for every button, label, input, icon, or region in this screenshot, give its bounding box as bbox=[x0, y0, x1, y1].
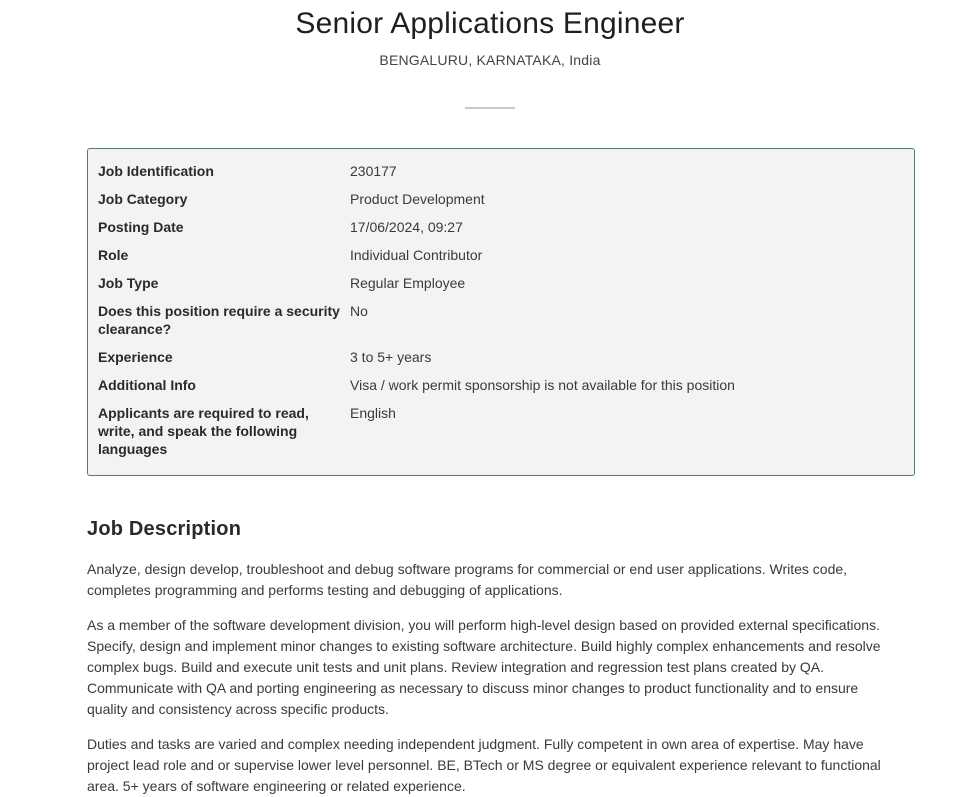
detail-label: Experience bbox=[98, 349, 173, 365]
detail-row-role bbox=[98, 246, 898, 274]
job-header bbox=[0, 0, 980, 109]
detail-row-security-clearance bbox=[98, 302, 898, 348]
detail-label: Job Type bbox=[98, 275, 159, 291]
detail-value: Visa / work permit sponsorship is not available for this position bbox=[350, 377, 735, 393]
detail-label: Applicants are required to read, write, and speak the following languages bbox=[98, 405, 309, 457]
detail-label: Job Identification bbox=[98, 163, 214, 179]
detail-row-posting-date bbox=[98, 218, 898, 246]
job-details-panel bbox=[87, 148, 915, 476]
detail-row-job-type bbox=[98, 274, 898, 302]
description-paragraph: Analyze, design develop, troubleshoot and debug software programs for commercial or end user applications. Writes code, completes programming and performs testing and debugging of applications. bbox=[87, 561, 848, 598]
job-details-table bbox=[98, 162, 898, 468]
header-divider bbox=[465, 107, 515, 109]
detail-value: English bbox=[350, 405, 396, 421]
description-paragraph: As a member of the software development division, you will perform high-level design based on provided external specifications. Specify, design and implement minor changes to existing software architecture. Build highly complex enhancements and resolve complex bugs. Build and execute unit tests and unit plans. Review integration and regression test plans created by QA. Communicate with QA and porting engineering as necessary to discuss minor changes to product functionality and to ensure quality and consistency across specific products. bbox=[87, 617, 881, 717]
detail-value: Individual Contributor bbox=[350, 247, 483, 263]
detail-row-job-identification bbox=[98, 162, 898, 190]
detail-label: Does this position require a security clearance? bbox=[98, 303, 340, 337]
detail-value: 17/06/2024, 09:27 bbox=[350, 219, 463, 235]
detail-value: No bbox=[350, 303, 368, 319]
detail-value: Regular Employee bbox=[350, 275, 466, 291]
job-description-section bbox=[87, 516, 902, 797]
detail-label: Job Category bbox=[98, 191, 188, 207]
job-location: BENGALURU, KARNATAKA, India bbox=[379, 52, 601, 68]
job-title: Senior Applications Engineer bbox=[295, 7, 685, 40]
job-description-title: Job Description bbox=[87, 518, 242, 540]
detail-value: Product Development bbox=[350, 191, 485, 207]
detail-value: 3 to 5+ years bbox=[350, 349, 432, 365]
detail-row-languages bbox=[98, 404, 898, 468]
detail-value: 230177 bbox=[350, 163, 397, 179]
description-paragraph: Duties and tasks are varied and complex needing independent judgment. Fully competent in own area of expertise. May have project lead role and or supervise lower level personnel. BE, BTech or MS degree or equivalent experience relevant to functional area. 5+ years of software engineering or related experience. bbox=[87, 736, 881, 794]
detail-label: Role bbox=[98, 247, 129, 263]
detail-row-additional-info bbox=[98, 376, 898, 404]
detail-row-job-category bbox=[98, 190, 898, 218]
detail-label: Additional Info bbox=[98, 377, 196, 393]
detail-label: Posting Date bbox=[98, 219, 184, 235]
detail-row-experience bbox=[98, 348, 898, 376]
